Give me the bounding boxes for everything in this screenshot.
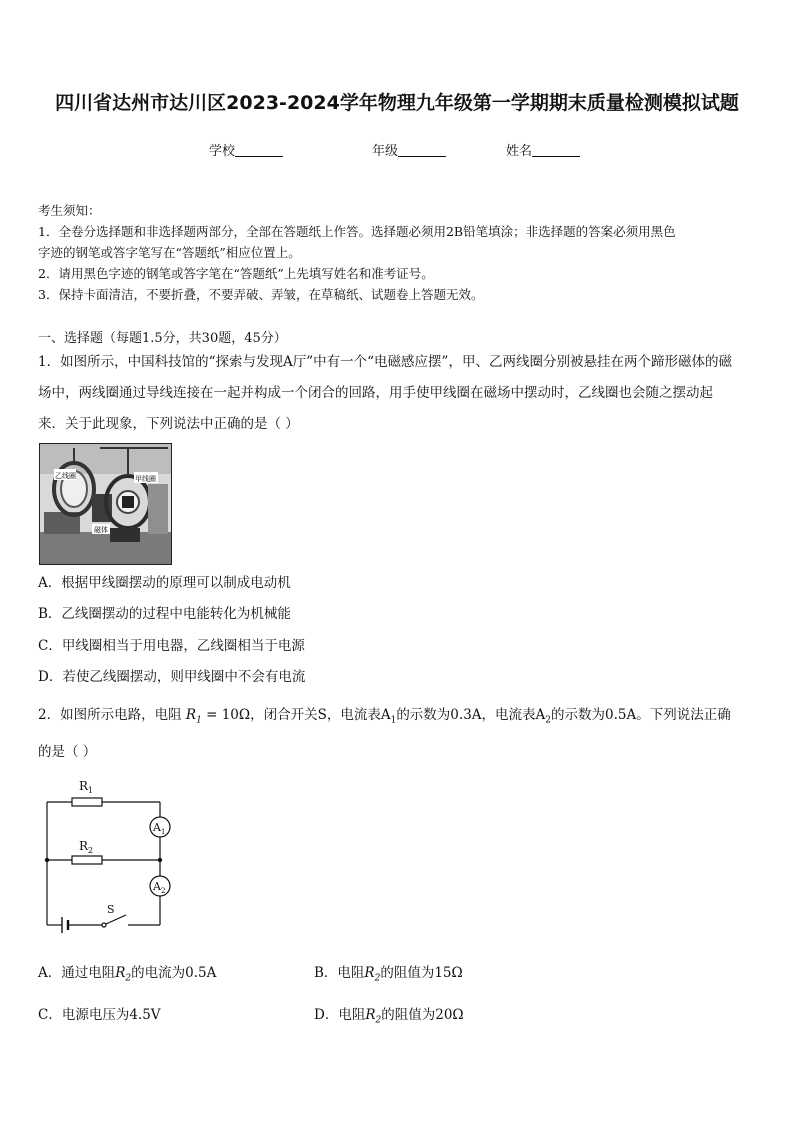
photo-label-magnet: 磁体 (94, 526, 108, 534)
q2-stem-a: 2．如图所示电路，电阻 (38, 707, 182, 723)
label-a2: $A_2$ (153, 880, 166, 895)
junction-right (158, 858, 162, 862)
q2-option-b[interactable] (314, 961, 463, 984)
notice-item-1: 1．全卷分选择题和非选择题两部分，全部在答题纸上作答。选择题必须用2B铅笔填涂；非选择题的答案必须用黑色 (38, 224, 676, 239)
photo-label-yi-coil: 乙线圈 (55, 472, 76, 480)
grade-field[interactable] (372, 140, 446, 159)
grade-label: 年级 (372, 144, 399, 159)
q2-option-d[interactable] (314, 1003, 464, 1026)
pendulum-illustration (40, 444, 171, 564)
school-label: 学校 (209, 144, 236, 159)
label-r2: $R_2$ (79, 839, 94, 855)
q1-option-b[interactable]: B．乙线圈摆动的过程中电能转化为机械能 (38, 606, 291, 622)
q2-line-2: 的是（ ） (38, 744, 97, 760)
q1-line-3: 来．关于此现象，下列说法中正确的是（ ） (38, 416, 299, 432)
circuit-diagram (38, 770, 188, 940)
exam-title: 四川省达州市达川区2023-2024学年物理九年级第一学期期末质量检测模拟试题 (55, 92, 739, 114)
name-blank[interactable] (532, 143, 580, 157)
q2-option-d-pre: D．电阻 (314, 1007, 366, 1023)
q2-option-c[interactable]: C．电源电压为4.5V (38, 1007, 161, 1023)
electromagnetic-pendulum-photo (39, 443, 172, 565)
q2-a2-sub: 2 (545, 715, 552, 726)
notice-heading: 考生须知： (38, 203, 101, 218)
notice-item-1-cont: 字迹的钢笔或答字笔写在“答题纸”相应位置上。 (38, 245, 301, 260)
q1-option-d[interactable]: D．若使乙线圈摆动，则甲线圈中不会有电流 (38, 669, 306, 685)
q2-option-b-r2: $R_2$ (364, 965, 381, 984)
grade-blank[interactable] (398, 143, 446, 157)
name-label: 姓名 (506, 144, 533, 159)
junction-left (45, 858, 49, 862)
q1-option-c[interactable]: C．甲线圈相当于用电器，乙线圈相当于电源 (38, 638, 305, 654)
q2-stem-d: 的示数为0.5A。下列说法正确 (551, 707, 731, 723)
notice-item-2: 2．请用黑色字迹的钢笔或答字笔在“答题纸”上先填写姓名和准考证号。 (38, 266, 434, 281)
name-field[interactable] (506, 140, 580, 159)
label-switch: S (107, 903, 115, 916)
q2-option-a-pre: A．通过电阻 (38, 965, 116, 981)
notice-item-3: 3．保持卡面清洁，不要折叠，不要弄破、弄皱，在草稿纸、试题卷上答题无效。 (38, 287, 484, 302)
photo-label-jia-coil: 甲线圈 (135, 475, 156, 483)
q2-option-a[interactable] (38, 961, 216, 984)
switch-pivot (102, 923, 106, 927)
q2-option-d-post: 的阻值为20Ω (381, 1007, 464, 1023)
school-blank[interactable] (235, 143, 283, 157)
q2-line-1 (38, 700, 760, 737)
q2-stem-b: ，闭合开关S，电流表A (250, 707, 391, 723)
label-a1: $A_1$ (153, 821, 166, 836)
q2-option-d-r2: $R_2$ (365, 1007, 382, 1026)
q2-option-a-post: 的电流为0.5A (131, 965, 217, 981)
resistor-r2 (72, 856, 102, 864)
switch-lever (106, 915, 126, 924)
q2-option-a-r2: $R_2$ (115, 965, 132, 984)
q2-option-b-post: 的阻值为15Ω (380, 965, 463, 981)
label-r1: $R_1$ (79, 779, 94, 795)
q2-stem-c: 的示数为0.3A，电流表A (396, 707, 546, 723)
school-field[interactable] (209, 140, 283, 159)
section-heading: 一、选择题（每题1.5分，共30题，45分） (38, 331, 287, 346)
q1-option-a[interactable]: A．根据甲线圈摆动的原理可以制成电动机 (38, 575, 291, 591)
q2-r1-symbol: $R_1$ (185, 707, 202, 726)
q2-option-b-pre: B．电阻 (314, 965, 365, 981)
q1-line-2: 场中，两线圈通过导线连接在一起并构成一个闭合的回路，用手使甲线圈在磁场中摆动时，乙线圈也会随之摆动起 (38, 385, 713, 401)
q2-r1-value: = 10Ω (206, 707, 251, 723)
q1-line-1: 1．如图所示，中国科技馆的“探索与发现A厅”中有一个“电磁感应摆”，甲、乙两线圈分别被悬挂在两个蹄形磁体的磁 (38, 354, 732, 370)
q2-a1-sub: 1 (390, 715, 397, 726)
resistor-r1 (72, 798, 102, 806)
